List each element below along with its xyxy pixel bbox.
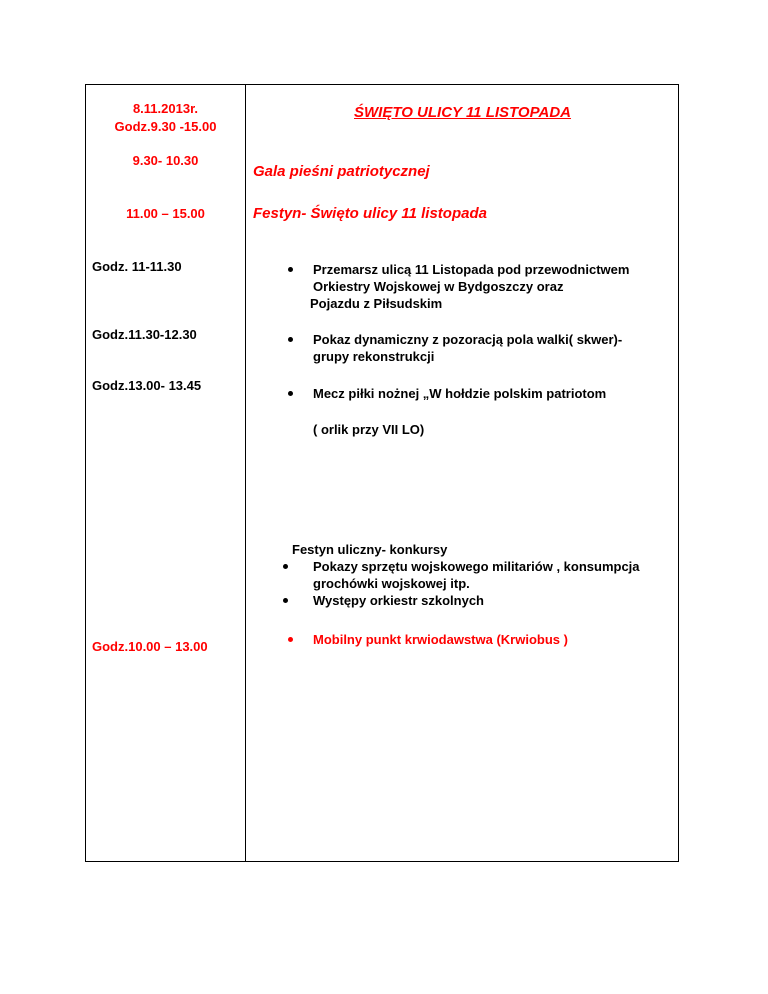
gala-heading: Gala pieśni patriotycznej	[253, 163, 430, 180]
match-line: Mecz piłki nożnej „W hołdzie polskim patriotom	[313, 386, 607, 401]
bullet-icon	[283, 564, 288, 569]
blood-donation-line: Mobilny punkt krwiodawstwa (Krwiobus )	[313, 632, 568, 647]
equipment-line-2: grochówki wojskowej itp.	[313, 576, 470, 591]
slot-march-time: Godz. 11-11.30	[92, 259, 182, 274]
bullet-icon	[283, 598, 288, 603]
orchestras-line: Występy orkiestr szkolnych	[313, 593, 484, 608]
slot-gala-time: 9.30- 10.30	[132, 153, 199, 168]
event-title: ŚWIĘTO ULICY 11 LISTOPADA	[354, 104, 571, 121]
march-line-3: Pojazdu z Piłsudskim	[310, 296, 443, 311]
street-festival-heading: Festyn uliczny- konkursy	[292, 542, 448, 557]
match-place: ( orlik przy VII LO)	[313, 422, 425, 437]
march-line-1: Przemarsz ulicą 11 Listopada pod przewodnictwem	[313, 262, 630, 277]
bullet-icon	[288, 337, 293, 342]
slot-match-time: Godz.13.00- 13.45	[92, 378, 202, 393]
show-line-1: Pokaz dynamiczny z pozoracją pola walki( skwer)-	[313, 332, 623, 347]
bullet-icon	[288, 637, 293, 642]
slot-show-time: Godz.11.30-12.30	[92, 327, 197, 342]
schedule-table	[85, 84, 679, 862]
march-line-2: Orkiestry Wojskowej w Bydgoszczy oraz	[313, 279, 564, 294]
equipment-line-1: Pokazy sprzętu wojskowego militariów , konsumpcja	[313, 559, 640, 574]
show-line-2: grupy rekonstrukcji	[313, 349, 435, 364]
bullet-icon	[288, 391, 293, 396]
event-hours: Godz.9.30 -15.00	[114, 119, 217, 134]
festyn-heading: Festyn- Święto ulicy 11 listopada	[253, 205, 487, 222]
column-divider	[245, 84, 246, 862]
slot-festyn-time: 11.00 – 15.00	[126, 206, 205, 221]
event-date: 8.11.2013r.	[132, 101, 199, 116]
slot-blood-time: Godz.10.00 – 13.00	[92, 639, 208, 654]
bullet-icon	[288, 267, 293, 272]
